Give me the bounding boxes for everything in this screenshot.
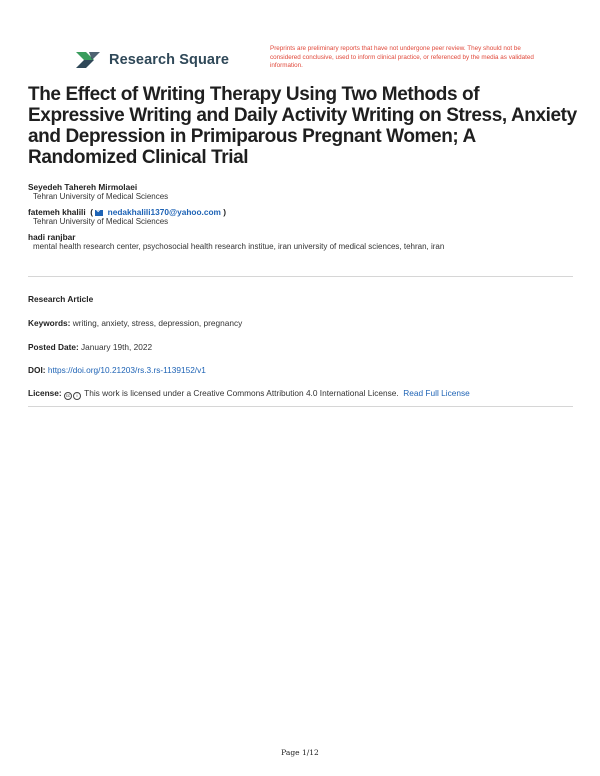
author-affiliation: mental health research center, psychosocial health research institue, iran university of medical sciences, tehran, iran <box>33 242 445 251</box>
author-affiliation: Tehran University of Medical Sciences <box>33 217 169 226</box>
keywords-label: Keywords: <box>28 318 71 328</box>
keywords-value: writing, anxiety, stress, depression, pregnancy <box>72 318 243 328</box>
article-type-label: Research Article <box>28 294 94 304</box>
posted-date-label: Posted Date: <box>28 342 79 352</box>
author-list <box>28 182 576 252</box>
author-email-link[interactable]: nedakhalili1370@yahoo.com <box>107 207 221 217</box>
article-type <box>28 294 93 304</box>
read-full-license-link[interactable]: Read Full License <box>403 388 470 398</box>
email-icon <box>95 210 103 216</box>
research-square-logo-icon <box>74 48 102 72</box>
posted-date-line <box>28 342 152 352</box>
page-number: Page 1/12 <box>281 748 319 757</box>
author-affiliation: Tehran University of Medical Sciences <box>33 192 169 201</box>
posted-date-value: January 19th, 2022 <box>81 342 153 352</box>
paper-title: The Effect of Writing Therapy Using Two Methods of Expressive Writing and Daily Activity Writing on Stress, Anxiety and Depression in Primiparous Pregnant Women; A Randomized Clinical Trial <box>28 84 577 168</box>
preprint-notice: Preprints are preliminary reports that have not undergone peer review. They should not be considered conclusive, used to inform clinical practice, or referenced by the media as validated information. <box>270 45 534 70</box>
author-name: hadi ranjbar <box>28 232 76 242</box>
license-text: This work is licensed under a Creative Commons Attribution 4.0 International License. <box>84 388 399 398</box>
license-label: License: <box>28 388 62 398</box>
author-name: fatemeh khalili <box>28 207 86 217</box>
cc-icon: cc <box>65 393 71 398</box>
page-header <box>0 0 600 82</box>
doi-label: DOI: <box>28 365 46 375</box>
author-name-corresponding: fatemeh khalili ( nedakhalili1370@yahoo.com ) <box>28 207 226 217</box>
by-icon: i <box>73 392 81 400</box>
keywords-line <box>28 318 242 328</box>
divider <box>28 276 573 277</box>
doi-link[interactable]: https://doi.org/10.21203/rs.3.rs-1139152/v1 <box>47 365 206 375</box>
author-name: Seyedeh Tahereh Mirmolaei <box>28 182 138 192</box>
divider <box>28 406 573 407</box>
brand-name: Research Square <box>109 52 229 68</box>
license-line <box>28 388 470 400</box>
research-square-logo[interactable] <box>74 48 229 72</box>
doi-line <box>28 365 206 375</box>
